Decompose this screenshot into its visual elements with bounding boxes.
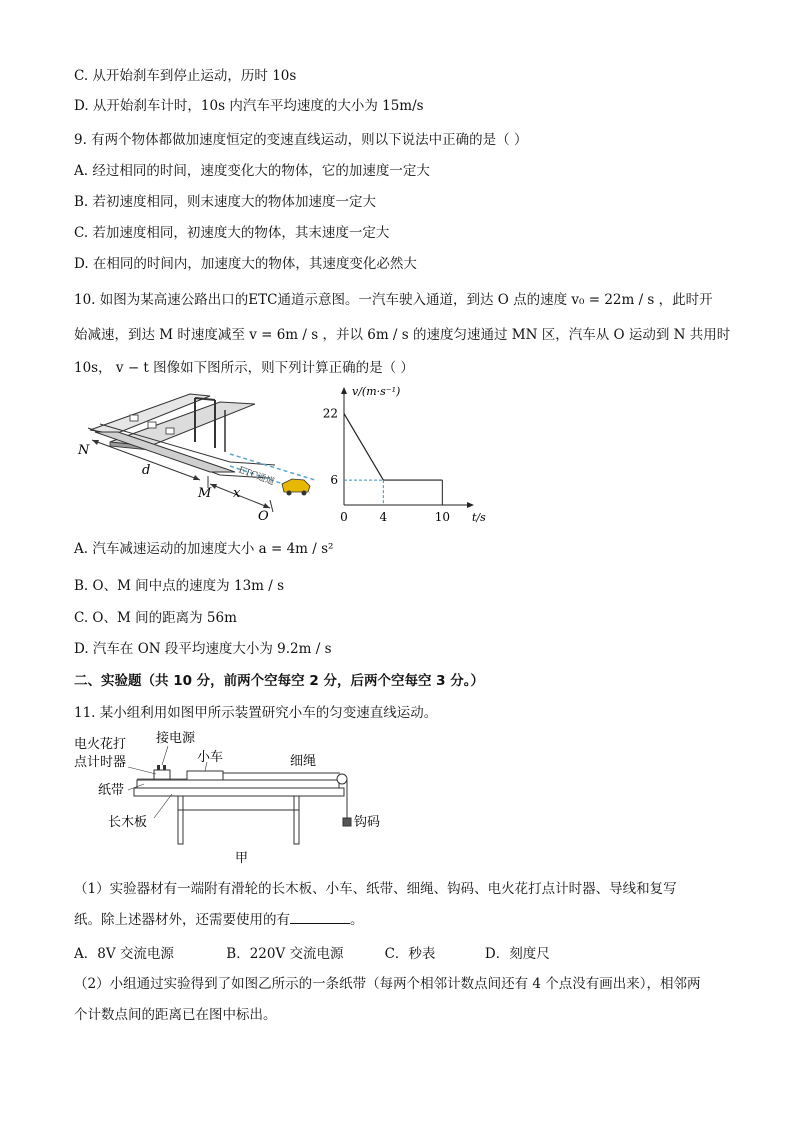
x-axis-label: t/s [472,511,486,524]
choice-d: D．刻度尺 [484,946,550,962]
label-x: x [233,486,241,501]
q11-part2-line1: （2）小组通过实验得到了如图乙所示的一条纸带（每两个相邻计数点间还有 4 个点没有画出来），相邻两 [74,976,701,992]
answer-blank[interactable] [290,911,350,924]
label-etc: ETC通道 [236,465,276,488]
etc-diagram [70,380,330,525]
q11-part1-text: 纸。除上述器材外，还需要使用的有 [74,912,290,928]
q9-option-d: D. 在相同的时间内，加速度大的物体，其速度变化必然大 [74,256,417,272]
choice-a: A．8V 交流电源 [74,946,174,962]
q11-part1-end: 。 [350,912,364,928]
q11-part2-line2: 个计数点间的距离已在图中标出。 [74,1007,277,1023]
car-icon [282,479,310,496]
label-n: N [78,443,90,458]
series-line [344,414,442,480]
label-tape: 纸带 [98,783,125,798]
x-tick-label: 0 [340,510,348,524]
q10-option-b: B. O、M 间中点的速度为 13m / s [74,578,285,594]
label-o: O [258,509,269,524]
q9-option-c: C. 若加速度相同，初速度大的物体，其末速度一定大 [74,225,390,241]
label-power: 接电源 [156,731,196,746]
q11-stem: 11. 某小组利用如图甲所示装置研究小车的匀变速直线运动。 [74,705,438,721]
q11-part1-line1: （1）实验器材有一端附有滑轮的长木板、小车、纸带、细绳、钩码、电火花打点计时器、导线和复写 [74,881,677,897]
q10-option-d: D. 汽车在 ON 段平均速度大小为 9.2m / s [74,641,332,657]
q9-stem: 9. 有两个物体都做加速度恒定的变速直线运动，则以下说法中正确的是（ ） [74,132,528,148]
q8-option-c: C. 从开始刹车到停止运动，历时 10s [74,68,297,84]
q10-option-a: A. 汽车减速运动的加速度大小 a = 4m / s² [74,541,334,557]
label-timer-line1: 电火花打 [74,737,127,752]
label-rope: 细绳 [290,754,317,769]
label-d: d [142,463,151,478]
vt-chart [322,383,486,525]
choice-b: B．220V 交流电源 [226,946,344,962]
y-tick-label: 6 [330,473,338,488]
label-m: M [198,486,212,501]
y-axis-arrow [341,387,347,394]
q9-option-a: A. 经过相同的时间，速度变化大的物体，它的加速度一定大 [74,163,430,179]
x-tick-label: 4 [379,510,388,524]
x-tick-label: 10 [434,510,450,524]
y-tick-label: 22 [322,406,338,421]
q10-stem-line3: 10s， v − t 图像如下图所示，则下列计算正确的是（ ） [74,360,414,376]
label-car: 小车 [197,750,224,765]
x-axis-arrow [467,502,474,508]
q10-stem-line2: 始减速，到达 M 时速度减至 v = 6m / s ，并以 6m / s 的速度匀速通过 MN 区，汽车从 O 运动到 N 共用时 [74,327,731,343]
section-title: 二、实验题（共 10 分，前两个空每空 2 分，后两个空每空 3 分。） [74,673,485,689]
q11-part1-line2 [74,911,364,929]
label-timer-line2: 点计时器 [74,755,127,770]
y-axis-label: v/(m·s⁻¹) [352,385,401,398]
figure-caption: 甲 [235,851,249,866]
q9-option-b: B. 若初速度相同，则末速度大的物体加速度一定大 [74,194,377,210]
q10-option-c: C. O、M 间的距离为 56m [74,610,237,626]
label-weight: 钩码 [354,815,381,830]
label-board: 长木板 [108,815,148,830]
apparatus-diagram [72,728,392,868]
q10-stem-line1: 10. 如图为某高速公路出口的ETC通道示意图。一汽车驶入通道，到达 O 点的速度 v₀ = 22m / s ，此时开 [74,292,713,308]
q8-option-d: D. 从开始刹车计时，10s 内汽车平均速度的大小为 15m/s [74,98,424,114]
choice-c: C．秒表 [384,946,436,962]
q11-choices [74,942,550,962]
